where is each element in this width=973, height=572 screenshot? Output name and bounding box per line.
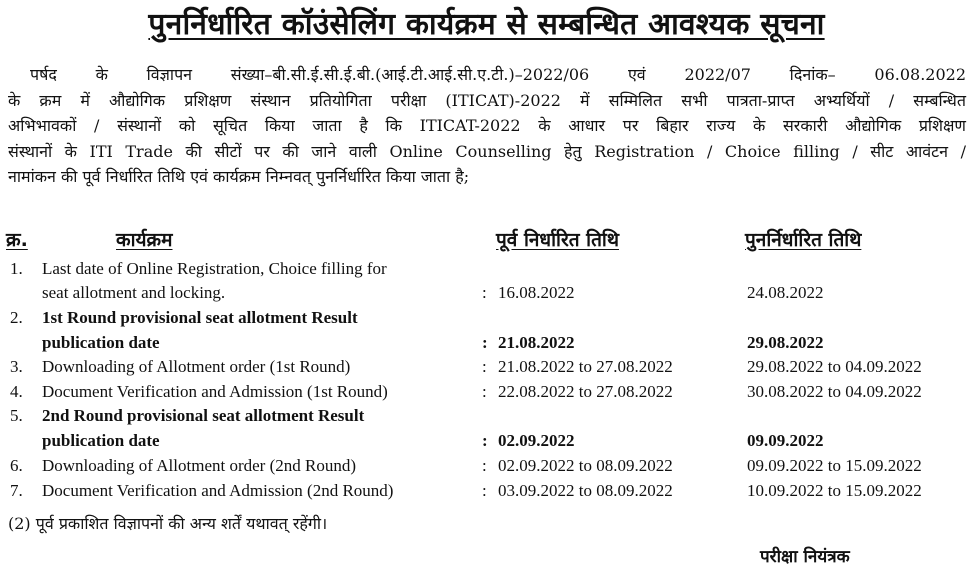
row-4-new-date: 30.08.2022 to 04.09.2022	[747, 382, 922, 401]
row-6-old-date: 02.09.2022 to 08.09.2022	[498, 456, 673, 475]
row-2-colon: :	[482, 333, 488, 352]
paragraph-line: के क्रम में औद्योगिक प्रशिक्षण संस्थान प्रतियोगिता परीक्षा (ITICAT)-2022 में सम्मिलित सभी पात्रता-प्राप्त अभ्यर्थियों / सम्बन्धित	[8, 90, 966, 110]
row-6-number: 6.	[10, 456, 23, 475]
row-7-colon: :	[482, 481, 487, 500]
row-2-desc-line1: 1st Round provisional seat allotment Result	[42, 308, 358, 327]
row-3-desc: Downloading of Allotment order (1st Round)	[42, 357, 351, 376]
row-5-number: 5.	[10, 406, 23, 425]
row-6-colon: :	[482, 456, 487, 475]
header-new-date: पुनर्निर्धारित तिथि	[745, 229, 862, 251]
row-1-old-date: 16.08.2022	[498, 283, 575, 302]
row-5-desc-line1: 2nd Round provisional seat allotment Result	[42, 406, 365, 425]
row-2-number: 2.	[10, 308, 23, 327]
row-7-old-date: 03.09.2022 to 08.09.2022	[498, 481, 673, 500]
header-old-date: पूर्व निर्धारित तिथि	[496, 229, 619, 251]
row-2-desc-line2: publication date	[42, 333, 160, 352]
notice-paragraph	[8, 62, 966, 190]
row-5-old-date: 02.09.2022	[498, 431, 575, 450]
paragraph-line: अभिभावकों / संस्थानों को सूचित किया जाता है कि ITICAT-2022 के आधार पर बिहार राज्य के सरकारी औद्योगिक प्रशिक्षण	[8, 116, 966, 135]
row-2-new-date: 29.08.2022	[747, 333, 824, 352]
footer-note: (2) पूर्व प्रकाशित विज्ञापनों की अन्य शर्तें यथावत् रहेंगी।	[8, 514, 328, 533]
row-4-old-date: 22.08.2022 to 27.08.2022	[498, 382, 673, 401]
paragraph-line: संस्थानों के ITI Trade की सीटों पर की जाने वाली Online Counselling हेतु Registration / Choice filling / सीट आवंटन /	[8, 141, 966, 161]
row-1-desc-line1: Last date of Online Registration, Choice filling for	[42, 259, 387, 278]
row-5-new-date: 09.09.2022	[747, 431, 824, 450]
row-3-number: 3.	[10, 357, 23, 376]
row-6-new-date: 09.09.2022 to 15.09.2022	[747, 456, 922, 475]
row-4-desc: Document Verification and Admission (1st Round)	[42, 382, 388, 401]
row-2-old-date: 21.08.2022	[498, 333, 575, 352]
row-3-colon: :	[482, 357, 487, 376]
signature-designation: परीक्षा नियंत्रक	[760, 547, 850, 567]
row-1-desc-line2: seat allotment and locking.	[42, 283, 226, 302]
row-3-new-date: 29.08.2022 to 04.09.2022	[747, 357, 922, 376]
row-5-colon: :	[482, 431, 488, 450]
row-5-desc-line2: publication date	[42, 431, 160, 450]
row-1-colon: :	[482, 283, 487, 302]
row-4-colon: :	[482, 382, 487, 401]
paragraph-line: पर्षद के विज्ञापन संख्या–बी.सी.ई.सी.ई.बी.(आई.टी.आई.सी.ए.टी.)–2022/06 एवं 2022/07 दिनांक– 06.08.2022	[30, 65, 966, 84]
row-1-number: 1.	[10, 259, 23, 278]
row-1-new-date: 24.08.2022	[747, 283, 824, 302]
row-7-new-date: 10.09.2022 to 15.09.2022	[747, 481, 922, 500]
row-7-desc: Document Verification and Admission (2nd Round)	[42, 481, 394, 500]
paragraph-line: नामांकन की पूर्व निर्धारित तिथि एवं कार्यक्रम निम्नवत् पुनर्निर्धारित किया जाता है;	[8, 167, 470, 186]
row-6-desc: Downloading of Allotment order (2nd Round)	[42, 456, 356, 475]
header-program: कार्यक्रम	[116, 229, 173, 251]
row-7-number: 7.	[10, 481, 23, 500]
header-serial: क्र.	[6, 229, 28, 251]
row-4-number: 4.	[10, 382, 23, 401]
row-3-old-date: 21.08.2022 to 27.08.2022	[498, 357, 673, 376]
notice-title: पुनर्निर्धारित कॉउंसेलिंग कार्यक्रम से सम्बन्धित आवश्यक सूचना	[148, 7, 825, 42]
